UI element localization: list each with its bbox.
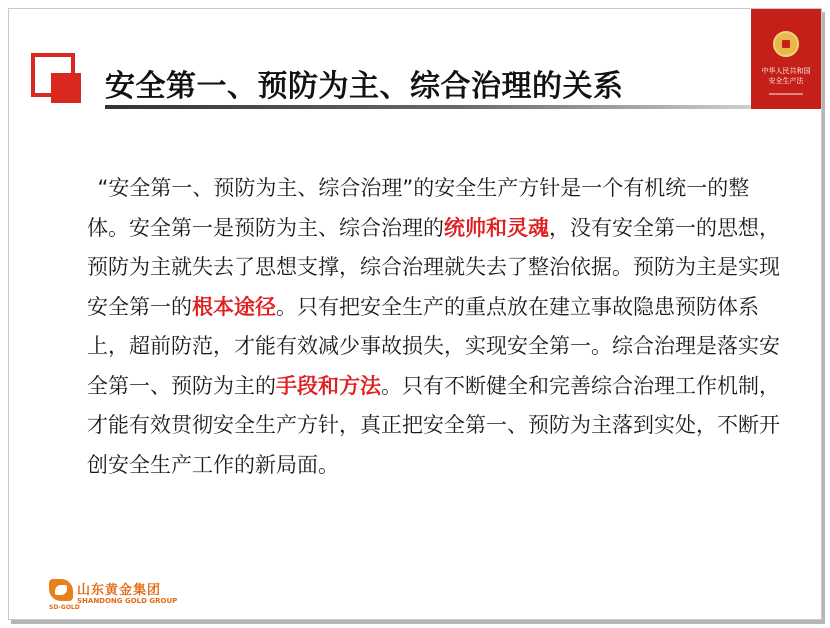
paragraph-segment: 。只有不断健全和完善综合治理工作机制，才能有效贯彻安全生产方针，真正把安全第一、预防为主落到实处，不断开创安全生产工作的新局面。: [87, 373, 780, 477]
slide: [8, 8, 822, 620]
company-logo: [49, 579, 219, 613]
highlight-phrase: 根本途径: [192, 294, 276, 319]
sd-gold-logo-icon: [49, 579, 73, 601]
logo-name-cn: 山东黄金集团: [77, 583, 162, 598]
safety-law-badge: [751, 9, 821, 109]
paragraph-segment: ，没有安全第一的思想，预防为主就失去了思想支撑，综合治理就失去了整治依据。预防为主是实现安全第一的: [87, 215, 780, 319]
title-underline: [105, 105, 753, 109]
logo-name-en: SHANDONG GOLD GROUP: [77, 597, 178, 605]
title-square-fill: [51, 73, 81, 103]
badge-divider: [769, 93, 803, 95]
paragraph-segment: “安全第一、预防为主、综合治理”的安全生产方针是一个有机统一的整体。安全第一是预防为主、综合治理的: [87, 176, 750, 240]
page-title: 安全第一、预防为主、综合治理的关系: [105, 69, 624, 104]
badge-line-2: 安全生产法: [768, 77, 804, 85]
badge-line-1: 中华人民共和国: [761, 67, 811, 75]
logo-abbr: SD-GOLD: [49, 604, 80, 611]
highlight-phrase: 手段和方法: [276, 373, 381, 398]
highlight-phrase: 统帅和灵魂: [444, 215, 549, 240]
title-square-icon: [31, 53, 87, 109]
paragraph-segment: 。只有把安全生产的重点放在建立事故隐患预防体系上，超前防范，才能有效减少事故损失，实现安全第一。综合治理是落实安全第一、预防为主的: [87, 294, 780, 398]
body-paragraph: [87, 169, 787, 485]
national-emblem-icon: [773, 31, 799, 57]
